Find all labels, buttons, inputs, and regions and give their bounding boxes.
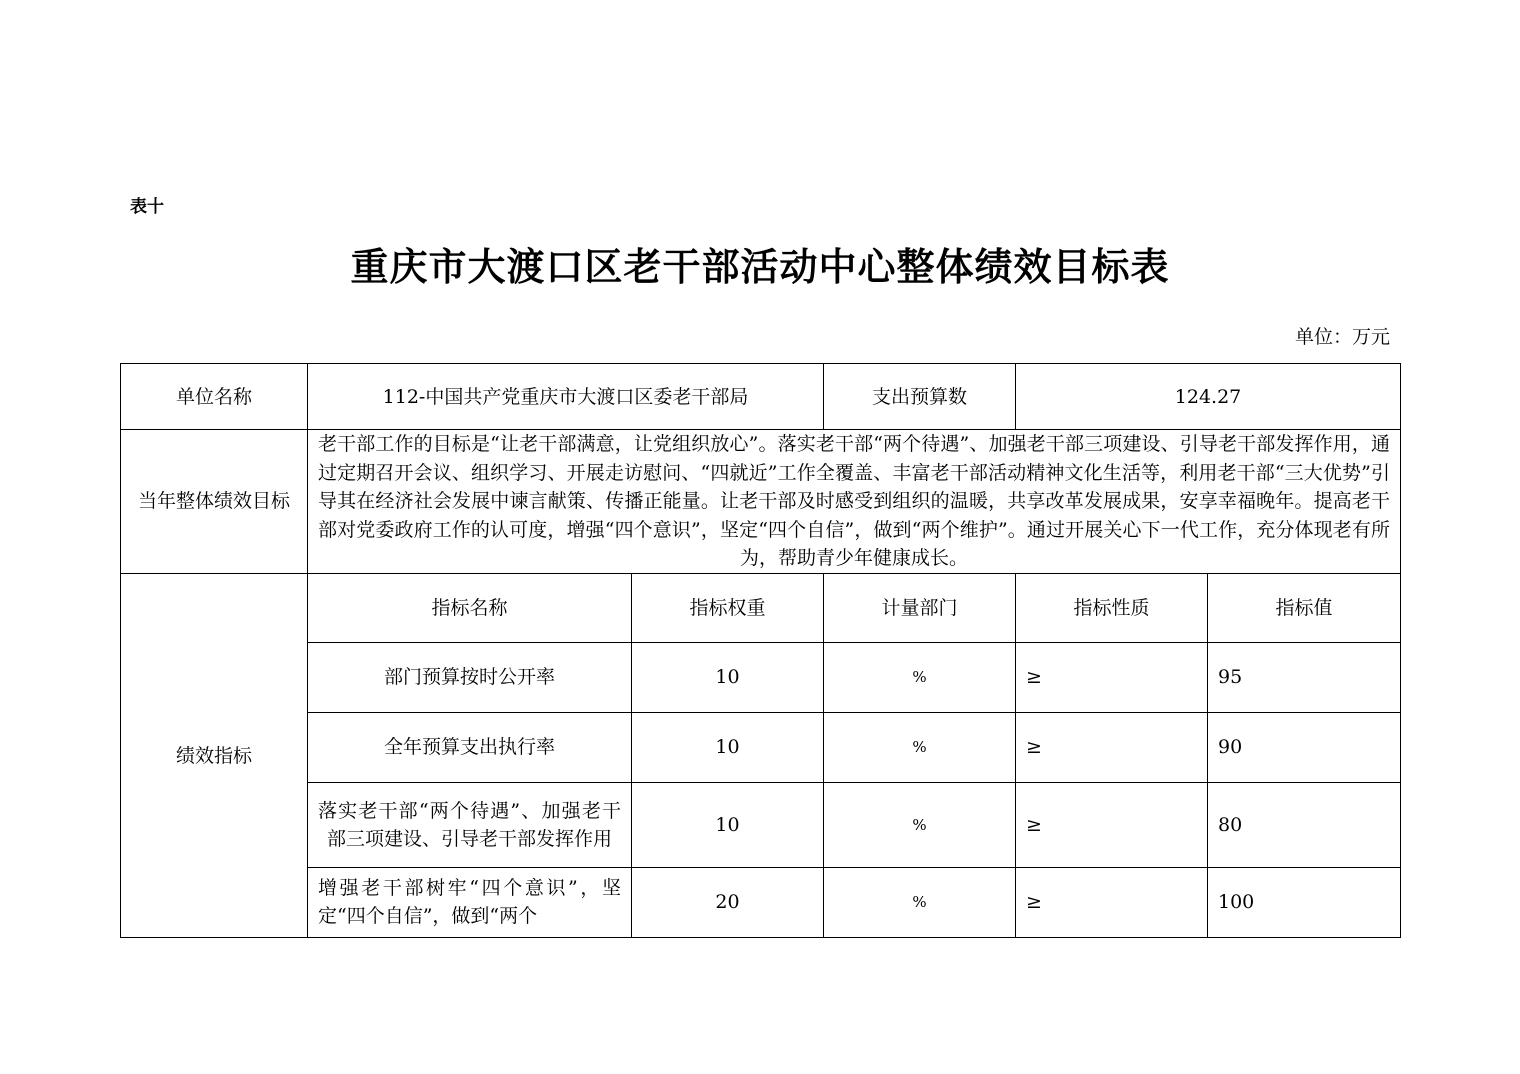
- spacer-cell: [308, 937, 1401, 938]
- indicator-name: 全年预算支出执行率: [308, 712, 632, 782]
- table-row: [121, 867, 1401, 937]
- unit-row: [121, 364, 1401, 430]
- budget-label: 支出预算数: [824, 364, 1016, 430]
- budget-value: 124.27: [1016, 364, 1401, 430]
- indicator-nature: ≥: [1016, 642, 1208, 712]
- indicator-name: 增强老干部树牢“四个意识”，坚定“四个自信”，做到“两个: [318, 877, 621, 928]
- indicator-weight: 10: [632, 782, 824, 867]
- indicator-nature: ≥: [1016, 782, 1208, 867]
- table-row: [121, 712, 1401, 782]
- unit-label: 单位：万元: [1294, 326, 1390, 348]
- goal-text: 老干部工作的目标是“让老干部满意，让党组织放心”。落实老干部“两个待遇”、加强老干部三项建设、引导老干部发挥作用，通过定期召开会议、组织学习、开展走访慰问、“四就近”工作全覆盖、丰富老干部活动精神文化生活等，利用老干部“三大优势”引导其在经济社会发展中谏言献策、传播正能量。让老干部及时感受到组织的温暖，共享改革发展成果，安享幸福晚年。提高老干部对党委政府工作的认可度，增强“四个意识”，坚定“四个自信”，做到“两个维护”。通过开展关心下一代工作，充分体现老有所为，帮助青少年健康成长。: [308, 430, 1401, 574]
- indicator-weight: 10: [632, 712, 824, 782]
- indicator-weight: 20: [632, 867, 824, 937]
- performance-table: [120, 363, 1401, 938]
- page-title: 重庆市大渡口区老干部活动中心整体绩效目标表: [350, 245, 1170, 289]
- indicator-unit: %: [824, 712, 1016, 782]
- indicator-name-cell: [308, 867, 632, 937]
- goal-label: 当年整体绩效目标: [121, 430, 308, 574]
- goal-row: [121, 430, 1401, 574]
- indicator-value: 95: [1208, 642, 1401, 712]
- table-label: 表十: [130, 197, 164, 217]
- unit-name-label: 单位名称: [121, 364, 308, 430]
- spacer-row: [121, 937, 1401, 938]
- column-header-name: 指标名称: [308, 573, 632, 642]
- column-header-weight: 指标权重: [632, 573, 824, 642]
- column-header-unit: 计量部门: [824, 573, 1016, 642]
- indicator-unit: %: [824, 782, 1016, 867]
- table-row: [121, 642, 1401, 712]
- unit-name-value: 112-中国共产党重庆市大渡口区委老干部局: [308, 364, 824, 430]
- table-row: [121, 782, 1401, 867]
- indicator-unit: %: [824, 867, 1016, 937]
- indicator-value: 100: [1208, 867, 1401, 937]
- column-header-nature: 指标性质: [1016, 573, 1208, 642]
- indicator-name: 部门预算按时公开率: [308, 642, 632, 712]
- indicator-nature: ≥: [1016, 712, 1208, 782]
- indicator-weight: 10: [632, 642, 824, 712]
- indicators-section-label: 绩效指标: [121, 573, 308, 938]
- indicator-value: 80: [1208, 782, 1401, 867]
- indicator-nature: ≥: [1016, 867, 1208, 937]
- indicator-header-row: [121, 573, 1401, 642]
- indicator-unit: %: [824, 642, 1016, 712]
- indicator-value: 90: [1208, 712, 1401, 782]
- column-header-value: 指标值: [1208, 573, 1401, 642]
- indicator-name: 落实老干部“两个待遇”、加强老干部三项建设、引导老干部发挥作用: [308, 782, 632, 867]
